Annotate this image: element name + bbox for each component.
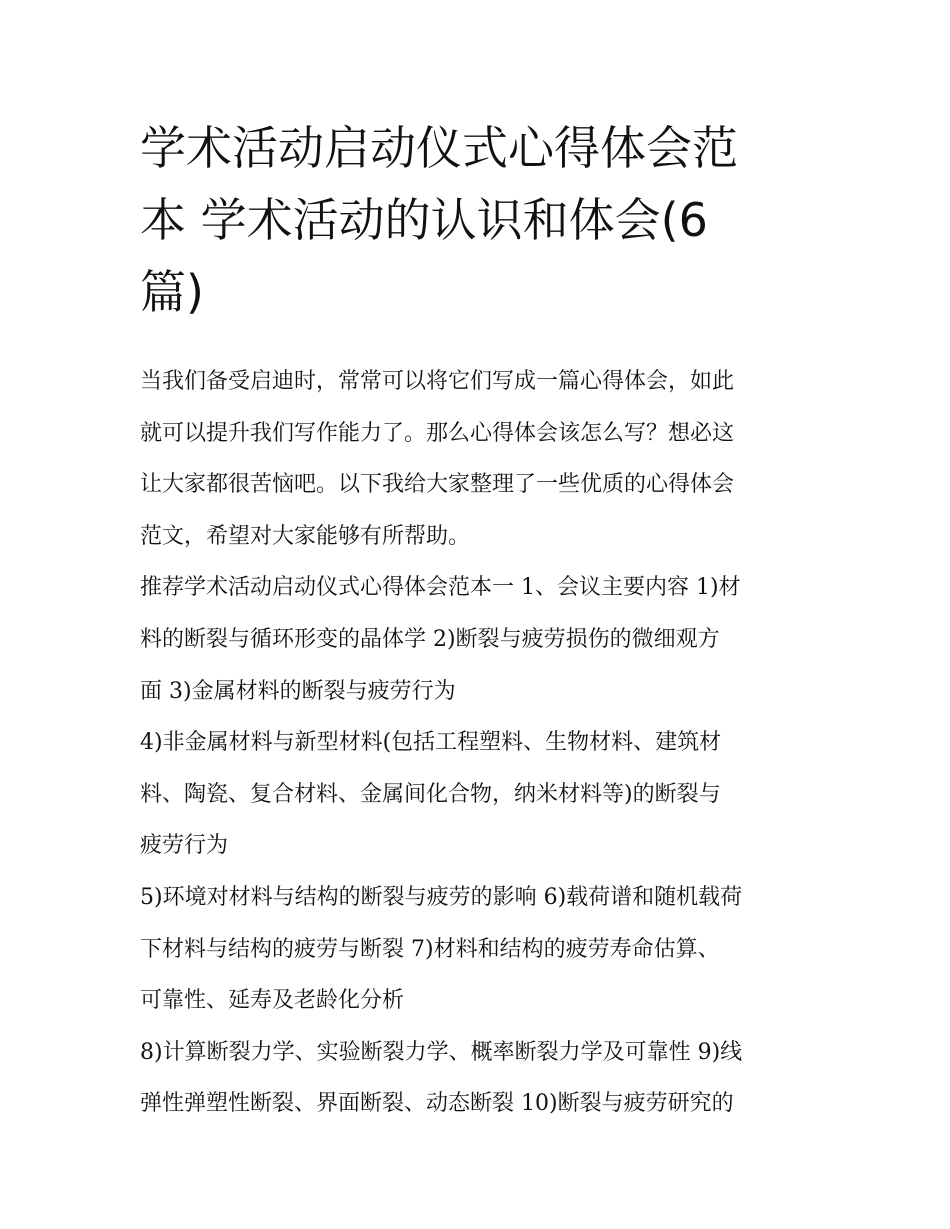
text-line: 5)环境对材料与结构的断裂与疲劳的影响 6)载荷谱和随机载荷: [140, 884, 743, 910]
text-line: 让大家都很苦恼吧。以下我给大家整理了一些优质的心得体会: [140, 472, 735, 498]
text-line: 面 3)金属材料的断裂与疲劳行为: [140, 678, 456, 704]
text-line: 可靠性、延寿及老龄化分析: [140, 988, 405, 1014]
text-line: 当我们备受启迪时，常常可以将它们写成一篇心得体会，如此: [140, 369, 735, 394]
text-line: 弹性弹塑性断裂、界面断裂、动态断裂 10)断裂与疲劳研究的: [140, 1091, 734, 1117]
item-5-paragraph: [140, 872, 820, 1027]
text-line: 疲劳行为: [140, 833, 229, 859]
text-line: 8)计算断裂力学、实验断裂力学、概率断裂力学及可靠性 9)线: [140, 1039, 743, 1065]
title-line: 篇): [140, 265, 204, 319]
title-line: 学术活动启动仪式心得体会范: [140, 121, 738, 175]
text-line: 就可以提升我们写作能力了。那么心得体会该怎么写？想必这: [140, 420, 735, 446]
intro-paragraph: [140, 356, 820, 562]
document-title: [140, 112, 820, 328]
text-line: 推荐学术活动启动仪式心得体会范本一 1、会议主要内容 1)材: [140, 575, 741, 601]
text-line: 下材料与结构的疲劳与断裂 7)材料和结构的疲劳寿命估算、: [140, 936, 720, 962]
document-body: [140, 356, 820, 1130]
item-8-paragraph: [140, 1027, 820, 1130]
title-line: 本 学术活动的认识和体会(6: [140, 193, 708, 247]
text-line: 料的断裂与循环形变的晶体学 2)断裂与疲劳损伤的微细观方: [140, 626, 720, 652]
text-line: 4)非金属材料与新型材料(包括工程塑料、生物材料、建筑材: [140, 730, 722, 756]
text-line: 料、陶瓷、复合材料、金属间化合物，纳米材料等)的断裂与: [140, 781, 721, 807]
text-line: 范文，希望对大家能够有所帮助。: [140, 523, 471, 549]
item-4-paragraph: [140, 717, 820, 872]
section-one-paragraph: [140, 562, 820, 717]
